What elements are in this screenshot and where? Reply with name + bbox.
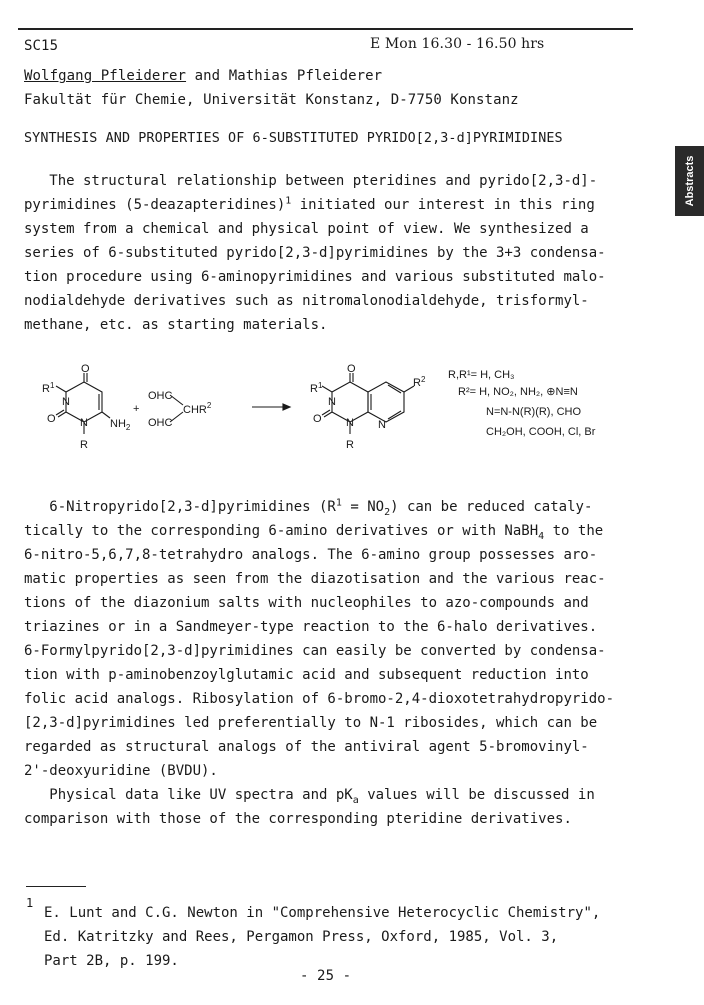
scheme-amino-label: $NH_2$ <box>110 418 131 432</box>
text-line: comparison with those of the corresponding pteridine derivatives. <box>24 811 572 827</box>
paragraph-1 <box>24 169 606 337</box>
reaction-scheme <box>20 362 620 472</box>
scheme-nitrogen-label: N <box>328 396 336 408</box>
session-time: E Mon 16.30 - 16.50 hrs <box>370 36 545 52</box>
text-line: 6-nitro-5,6,7,8-tetrahydro analogs. The 6-amino group possesses aro- <box>24 547 598 563</box>
abstract-title: SYNTHESIS AND PROPERTIES OF 6-SUBSTITUTED PYRIDO[2,3-d]PYRIMIDINES <box>24 131 563 146</box>
text-line: 6-Formylpyrido[2,3-d]pyrimidines can easily be converted by condensa- <box>24 643 606 659</box>
text-line: 2'-deoxyuridine (BVDU). <box>24 763 218 779</box>
text-line: [2,3-d]pyrimidines led preferentially to N-1 ribosides, which can be <box>24 715 598 731</box>
substituent-line: N=N-N(R)(R), CHO <box>486 406 582 418</box>
scheme-r-label: R <box>346 439 354 451</box>
side-tab <box>675 146 704 216</box>
footnote-mark: 1 <box>26 896 34 910</box>
scheme-plus: + <box>133 403 140 415</box>
text-line: folic acid analogs. Ribosylation of 6-bromo-2,4-dioxotetrahydropyrido- <box>24 691 615 707</box>
scheme-ohc-label: OHC <box>148 390 173 402</box>
text-line: pyrimidines (5-deazapteridines)$^1$ initiated our interest in this ring <box>24 195 595 213</box>
reaction-arrow <box>252 404 290 410</box>
paragraph-2 <box>24 495 614 831</box>
text-line: The structural relationship between pteridines and pyrido[2,3-d]- <box>24 173 598 189</box>
text-line: matic properties as seen from the diazotisation and the various reac- <box>24 571 606 587</box>
text-line: regarded as structural analogs of the antiviral agent 5-bromovinyl- <box>24 739 589 755</box>
text-line: triazines or in a Sandmeyer-type reaction to the 6-halo derivatives. <box>24 619 598 635</box>
scheme-r1-label: $R^1$ <box>42 381 55 395</box>
text-line: nodialdehyde derivatives such as nitromalonodialdehyde, trisformyl- <box>24 293 589 309</box>
footnote-line: Part 2B, p. 199. <box>44 953 179 969</box>
text-line: tion with p-aminobenzoylglutamic acid and subsequent reduction into <box>24 667 589 683</box>
scheme-nitrogen-label: N <box>80 417 88 429</box>
scheme-nitrogen-label: N <box>346 417 354 429</box>
scheme-r-label: R <box>80 439 88 451</box>
footnote-line: E. Lunt and C.G. Newton in "Comprehensive Heterocyclic Chemistry", <box>44 905 601 921</box>
footnote-rule <box>26 886 86 887</box>
scheme-ohc-label: OHC <box>148 417 173 429</box>
scheme-nitrogen-label: N <box>378 419 386 431</box>
text-line: series of 6-substituted pyrido[2,3-d]pyrimidines by the 3+3 condensa- <box>24 245 606 261</box>
scheme-r2-label: $R^2$ <box>413 375 426 389</box>
substituent-line: CH₂OH, COOH, Cl, Br <box>486 426 596 438</box>
substituent-line: R²= H, NO₂, NH₂, ⊕N≡N <box>458 386 578 398</box>
text-line: tically to the corresponding 6-amino derivatives or with NaBH$_4$ to the <box>24 523 604 542</box>
scheme-chr-label: CHR$^2$ <box>183 401 212 416</box>
text-line: tions of the diazonium salts with nucleophiles to azo-compounds and <box>24 595 589 611</box>
coauthor: and Mathias Pfleiderer <box>186 68 383 84</box>
affiliation: Fakultät für Chemie, Universität Konstanz, D-7750 Konstanz <box>24 92 519 108</box>
text-line: system from a chemical and physical point of view. We synthesized a <box>24 221 589 237</box>
footnote-line: Ed. Katritzky and Rees, Pergamon Press, Oxford, 1985, Vol. 3, <box>44 929 559 945</box>
author-line <box>24 68 382 84</box>
text-line: methane, etc. as starting materials. <box>24 317 328 333</box>
text-line: tion procedure using 6-aminopyrimidines and various substituted malo- <box>24 269 606 285</box>
presenting-author: Wolfgang Pfleiderer <box>24 68 187 84</box>
text-line: Physical data like UV spectra and $pK_a$ values will be discussed in <box>24 787 595 806</box>
scheme-nitrogen-label: N <box>62 396 70 408</box>
abstract-code: SC15 <box>24 38 59 54</box>
substituent-line: R,R¹= H, CH₃ <box>448 369 515 381</box>
scheme-oxo-label: O <box>81 363 90 375</box>
footnote <box>44 901 600 973</box>
scheme-oxo-label: O <box>313 413 322 425</box>
scheme-r1-label: $R^1$ <box>310 381 323 395</box>
text-line: 6-Nitropyrido[2,3-d]pyrimidines $(R^1 = NO_2)$ can be reduced cataly- <box>24 497 593 518</box>
page-number: - 25 - <box>300 968 352 984</box>
scheme-oxo-label: O <box>347 363 356 375</box>
scheme-oxo-label: O <box>47 413 56 425</box>
side-tab-label: Abstracts <box>683 155 696 207</box>
header-rule <box>18 28 633 30</box>
